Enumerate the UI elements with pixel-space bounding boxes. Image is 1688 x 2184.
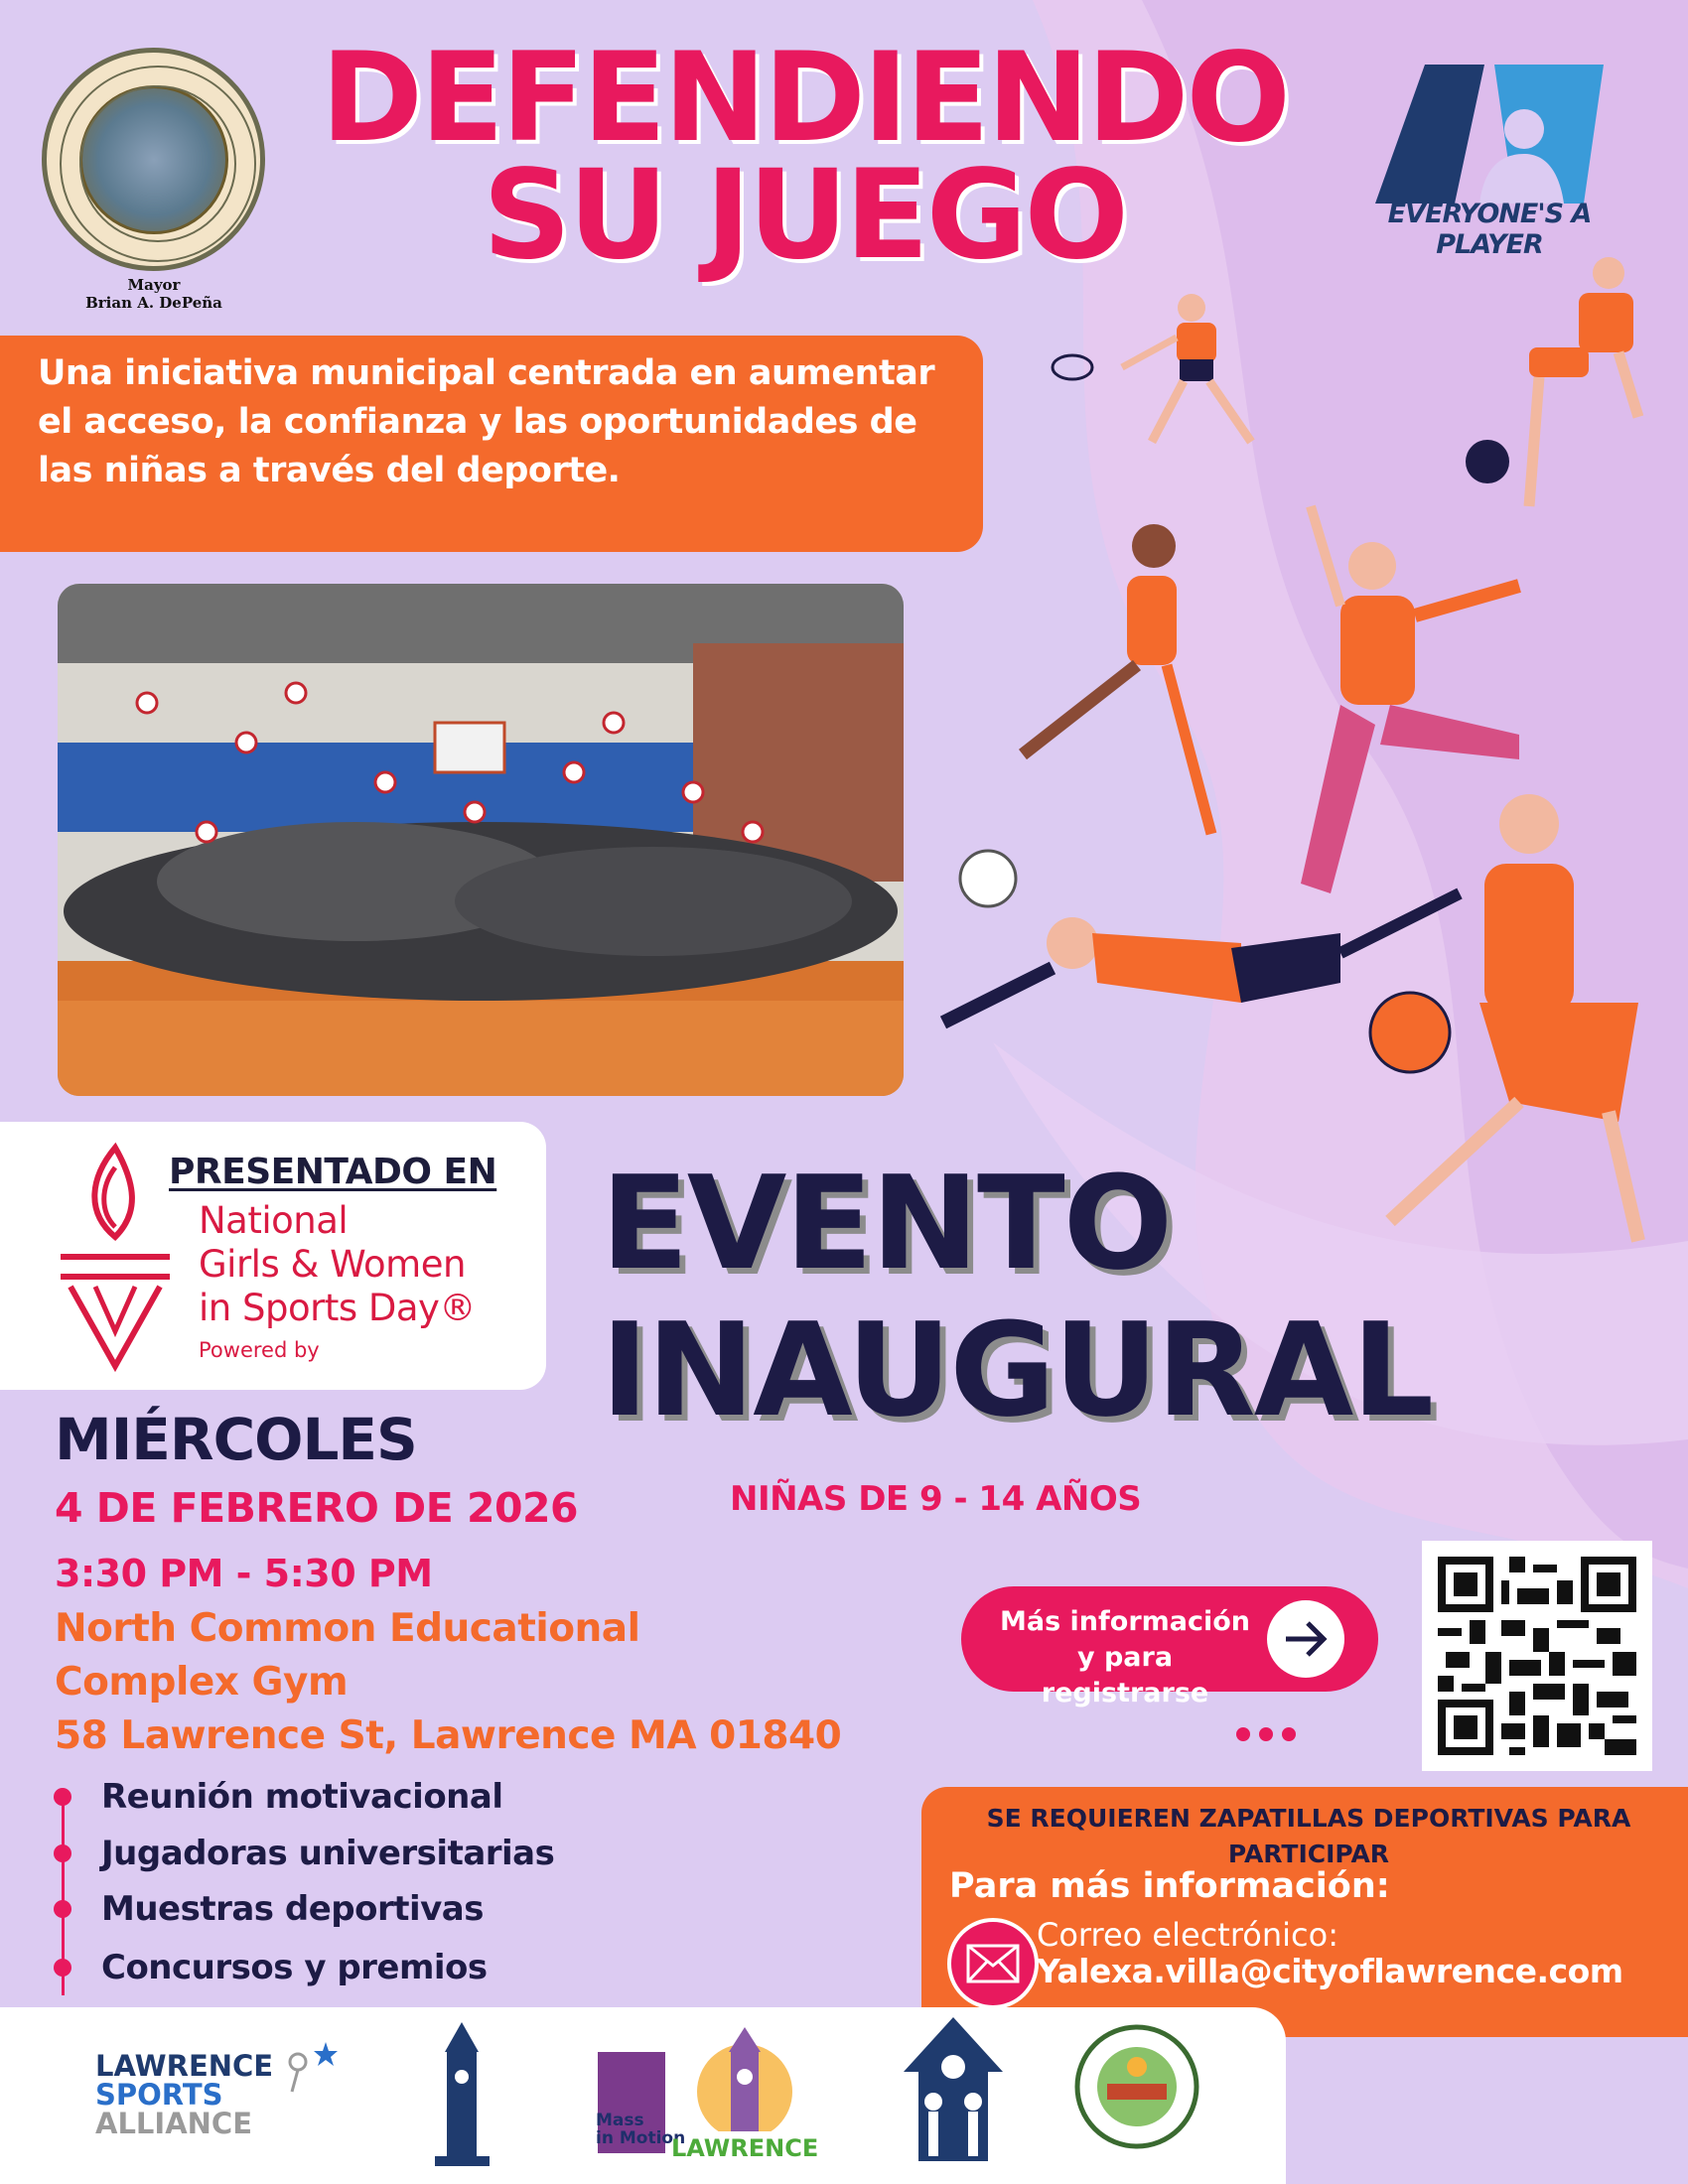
event-title: [601, 1150, 1432, 1443]
event-location-line-1: North Common Educational: [55, 1606, 640, 1651]
event-time: 3:30 PM - 5:30 PM: [55, 1552, 433, 1595]
bullet-dot-icon: [54, 1844, 71, 1862]
registration-qr-code[interactable]: [1422, 1541, 1652, 1771]
city-seal: [42, 48, 265, 271]
list-item: [48, 1777, 502, 1817]
list-item: [48, 1889, 484, 1929]
email-link[interactable]: Yalexa.villa@cityoflawrence.com: [1037, 1952, 1623, 1990]
presented-heading: PRESENTADO EN: [169, 1152, 497, 1192]
house-family-icon: [899, 2012, 1008, 2171]
lsa-line-2: SPORTS: [95, 2078, 223, 2112]
seal-ring: [47, 53, 270, 276]
recreation-seal-logo: [1072, 2022, 1201, 2151]
list-item-text: Jugadoras universitarias: [101, 1834, 555, 1873]
title-line-2: SU JUEGO: [483, 144, 1126, 287]
event-title-line-2: INAUGURAL: [601, 1295, 1433, 1445]
ngwsd-line-3: in Sports Day®: [199, 1287, 476, 1329]
mim-line-2: in Motion: [596, 2128, 686, 2148]
event-location-line-2: Complex Gym: [55, 1660, 349, 1705]
list-item: [48, 1834, 554, 1873]
list-item: [48, 1948, 488, 1987]
bullet-dot-icon: [54, 1959, 71, 1977]
register-button[interactable]: [961, 1586, 1378, 1708]
gym-photo-illustration: [58, 584, 904, 1096]
mayor-title: Mayor: [127, 276, 181, 294]
lawrence-clocktower-icon: [685, 2022, 804, 2131]
event-day: MIÉRCOLES: [55, 1406, 417, 1473]
list-item-text: Concursos y premios: [101, 1948, 488, 1987]
age-range: NIÑAS DE 9 - 14 AÑOS: [730, 1479, 1142, 1519]
more-dots-icon: [1236, 1727, 1296, 1741]
email-label: Correo electrónico:: [1037, 1916, 1338, 1954]
contact-box: [921, 1787, 1688, 2037]
sponsor-strip: [0, 2007, 1286, 2184]
title-line-1: DEFENDIENDO: [321, 27, 1288, 170]
register-line-1: Más información: [999, 1606, 1251, 1637]
player-star-icon: [278, 2037, 338, 2097]
contact-heading: Para más información:: [949, 1866, 1390, 1906]
mayor-caption: [40, 276, 268, 312]
intro-banner: [0, 336, 983, 552]
event-date: 4 DE FEBRERO DE 2026: [55, 1484, 579, 1532]
event-address: 58 Lawrence St, Lawrence MA 01840: [55, 1713, 842, 1758]
event-title-line-1: EVENTO: [601, 1148, 1172, 1298]
email-icon: [947, 1918, 1039, 2009]
torch-logo-icon: [56, 1138, 175, 1376]
register-line-2: y para registrarse: [1041, 1642, 1209, 1708]
ngwsd-powered: Powered by: [199, 1338, 320, 1362]
intro-text: Una iniciativa municipal centrada en aumentar el acceso, la confianza y las oportunidades de las niñas a través del deporte.: [38, 353, 935, 490]
shoe-requirement: SE REQUIEREN ZAPATILLAS DEPORTIVAS PARA PARTICIPAR: [986, 1804, 1631, 1868]
partner-logo-text: EVERYONE'S A PLAYER: [1387, 199, 1592, 260]
lsa-line-3: ALLIANCE: [95, 2107, 252, 2140]
group-photo: [58, 584, 904, 1096]
list-item-text: Muestras deportivas: [101, 1889, 484, 1929]
lawrence-sports-alliance-logo: [95, 2049, 274, 2140]
lawrence-logo-text: LAWRENCE: [671, 2134, 819, 2162]
list-item-text: Reunión motivacional: [101, 1777, 503, 1817]
qr-code-icon: [1438, 1557, 1636, 1755]
mayor-name: Brian A. DePeña: [85, 294, 222, 312]
ngwsd-line-1: National: [199, 1199, 349, 1242]
page-title: [278, 27, 1331, 287]
bullet-dot-icon: [54, 1900, 71, 1918]
lsa-line-1: LAWRENCE: [95, 2049, 274, 2083]
mim-line-1: Mass: [596, 2111, 644, 2130]
presented-by-box: [0, 1122, 546, 1390]
bullet-dot-icon: [54, 1788, 71, 1806]
register-button-label: [991, 1604, 1259, 1711]
mhtf-tower-logo: [415, 2017, 509, 2176]
ngwsd-line-2: Girls & Women: [199, 1243, 466, 1286]
arrow-right-icon: [1267, 1600, 1344, 1678]
